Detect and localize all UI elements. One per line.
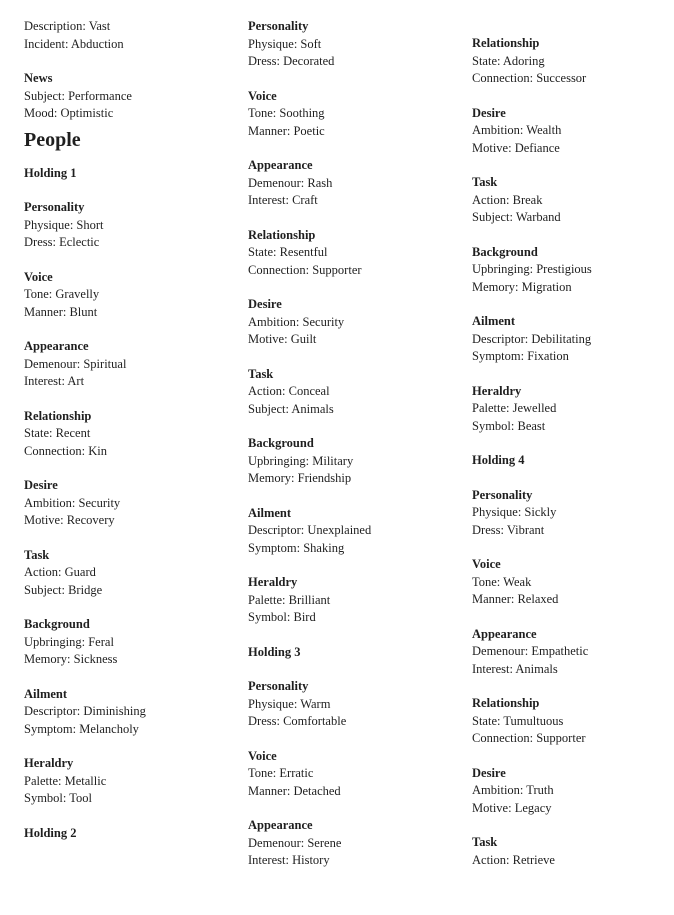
field-value: Mood: Optimistic	[24, 106, 114, 120]
field-value: Upbringing: Prestigious	[472, 262, 592, 276]
spacer	[472, 296, 674, 313]
field-value: Symbol: Tool	[24, 791, 93, 805]
field-value: Descriptor: Unexplained	[248, 523, 372, 537]
field-value: Interest: Art	[24, 374, 85, 388]
field-value: Subject: Bridge	[24, 582, 103, 597]
field-value: Dress: Eclectic	[24, 235, 100, 249]
field-value: Description: Vast	[24, 19, 111, 33]
field-value: Palette: Metallic	[24, 773, 107, 788]
field-value: Motive: Guilt	[248, 332, 317, 346]
field-group-heading: Ailment	[248, 505, 292, 520]
spacer	[248, 627, 458, 644]
field-value: Symbol: Bird	[248, 610, 316, 624]
spacer	[248, 661, 458, 678]
field-group-heading: Voice	[472, 557, 501, 571]
field-group-heading: Personality	[472, 487, 533, 502]
spacer	[24, 599, 234, 616]
field-group-heading: Task	[248, 366, 274, 381]
field-group-heading: Voice	[24, 269, 53, 284]
field-value: Connection: Supporter	[248, 262, 362, 277]
field-value: Descriptor: Debilitating	[472, 331, 592, 346]
field-value: Demenour: Rash	[248, 175, 333, 190]
spacer	[24, 808, 234, 825]
field-group-heading: Task	[24, 547, 50, 562]
spacer	[472, 748, 674, 765]
field-value: Interest: History	[248, 853, 330, 867]
field-value: Demenour: Empathetic	[472, 644, 589, 658]
field-group-heading: Relationship	[472, 36, 540, 50]
spacer	[472, 470, 674, 487]
field-value: Manner: Poetic	[248, 123, 325, 138]
field-value: Demenour: Spiritual	[24, 356, 127, 371]
field-value: Upbringing: Feral	[24, 634, 114, 649]
spacer	[24, 669, 234, 686]
field-group-heading: Personality	[248, 19, 309, 33]
spacer	[24, 182, 234, 199]
field-value: Manner: Detached	[248, 783, 341, 798]
spacer	[472, 88, 674, 105]
field-group-heading: Personality	[24, 200, 85, 214]
field-value: State: Resentful	[248, 245, 328, 259]
field-group-heading: Appearance	[472, 626, 537, 641]
field-value: Action: Retrieve	[472, 852, 555, 867]
field-group-heading: Relationship	[248, 227, 316, 242]
holding-heading: Holding 3	[248, 644, 301, 659]
field-value: Palette: Brilliant	[248, 592, 331, 607]
field-value: Interest: Animals	[472, 661, 558, 676]
field-value: Ambition: Security	[24, 495, 121, 510]
field-value: Symptom: Melancholy	[24, 721, 139, 736]
field-value: Action: Guard	[24, 565, 96, 579]
field-group-heading: Appearance	[24, 339, 89, 353]
spacer	[24, 53, 234, 70]
column-1	[24, 18, 234, 842]
field-value: Upbringing: Military	[248, 453, 354, 468]
spacer	[472, 609, 674, 626]
field-value: Action: Break	[472, 192, 543, 207]
field-value: Interest: Craft	[248, 193, 318, 207]
field-value: Tone: Weak	[472, 574, 532, 589]
field-value: Symptom: Shaking	[248, 540, 345, 555]
spacer	[472, 539, 674, 556]
spacer	[248, 140, 458, 157]
field-value: Dress: Decorated	[248, 54, 335, 68]
field-value: State: Tumultuous	[472, 713, 564, 728]
field-group-heading: Appearance	[248, 818, 313, 832]
field-group-heading: Desire	[472, 105, 506, 120]
spacer	[248, 488, 458, 505]
field-group-heading: Ailment	[472, 314, 516, 328]
field-value: Symptom: Fixation	[472, 349, 569, 363]
spacer	[472, 227, 674, 244]
section-title: People	[24, 128, 81, 151]
spacer	[248, 71, 458, 88]
field-value: Demenour: Serene	[248, 835, 342, 850]
field-value: Motive: Defiance	[472, 140, 560, 155]
field-value: State: Recent	[24, 426, 91, 440]
spacer	[248, 210, 458, 227]
field-value: Manner: Blunt	[24, 304, 98, 319]
spacer	[248, 557, 458, 574]
spacer	[472, 678, 674, 695]
spacer	[24, 321, 234, 338]
field-group-heading: Desire	[248, 297, 282, 311]
field-group-heading: Desire	[24, 478, 58, 492]
spacer	[24, 738, 234, 755]
field-value: Dress: Vibrant	[472, 522, 545, 537]
spacer	[248, 349, 458, 366]
field-value: Connection: Supporter	[472, 731, 586, 745]
field-value: Ambition: Wealth	[472, 123, 562, 137]
field-group-heading: Heraldry	[24, 756, 74, 770]
field-value: Memory: Sickness	[24, 652, 118, 666]
field-value: Physique: Sickly	[472, 505, 557, 519]
spacer	[24, 252, 234, 269]
field-group-heading: Background	[248, 436, 314, 450]
holding-heading: Holding 4	[472, 453, 525, 467]
field-value: Dress: Comfortable	[248, 714, 347, 728]
spacer	[472, 435, 674, 452]
field-group-heading: Heraldry	[472, 383, 522, 398]
field-value: Physique: Warm	[248, 696, 331, 711]
field-value: Motive: Recovery	[24, 513, 115, 527]
field-value: Action: Conceal	[248, 384, 330, 398]
field-group-heading: Desire	[472, 765, 506, 780]
field-value: Memory: Friendship	[248, 471, 352, 485]
field-group-heading: Voice	[248, 748, 277, 763]
field-value: Subject: Warband	[472, 210, 561, 224]
field-group-heading: Background	[24, 617, 90, 631]
field-value: Subject: Animals	[248, 401, 334, 416]
field-value: Physique: Soft	[248, 36, 322, 51]
spacer	[248, 279, 458, 296]
field-value: Descriptor: Diminishing	[24, 704, 146, 718]
holding-heading: Holding 2	[24, 825, 77, 840]
field-group-heading: Ailment	[24, 686, 68, 701]
field-value: Manner: Relaxed	[472, 592, 559, 606]
column-2	[248, 18, 458, 870]
spacer	[248, 800, 458, 817]
spacer	[248, 731, 458, 748]
field-value: Subject: Performance	[24, 88, 132, 103]
spacer	[472, 18, 674, 35]
spacer	[472, 366, 674, 383]
spacer	[248, 418, 458, 435]
field-group-heading: Voice	[248, 88, 277, 103]
spacer	[24, 530, 234, 547]
field-value: Physique: Short	[24, 217, 104, 232]
field-group-heading: Relationship	[24, 408, 92, 423]
field-value: Incident: Abduction	[24, 36, 124, 51]
field-value: Connection: Kin	[24, 443, 107, 458]
field-value: Motive: Legacy	[472, 800, 552, 815]
field-group-heading: Appearance	[248, 158, 313, 172]
field-value: Symbol: Beast	[472, 418, 546, 433]
holding-heading: Holding 1	[24, 165, 77, 180]
field-value: Ambition: Truth	[472, 783, 554, 797]
field-group-heading: Task	[472, 175, 498, 189]
spacer	[472, 157, 674, 174]
field-group-heading: News	[24, 71, 53, 85]
field-value: Connection: Successor	[472, 71, 587, 85]
spacer	[24, 460, 234, 477]
field-group-heading: Background	[472, 244, 538, 259]
field-group-heading: Heraldry	[248, 575, 298, 589]
field-group-heading: Personality	[248, 679, 309, 693]
field-value: Tone: Gravelly	[24, 287, 100, 301]
field-group-heading: Task	[472, 835, 498, 849]
spacer	[472, 817, 674, 834]
field-value: Tone: Erratic	[248, 766, 314, 780]
field-value: Ambition: Security	[248, 314, 345, 329]
field-value: Tone: Soothing	[248, 106, 325, 120]
field-value: Memory: Migration	[472, 279, 572, 294]
spacer	[24, 391, 234, 408]
field-group-heading: Relationship	[472, 696, 540, 710]
field-value: State: Adoring	[472, 53, 545, 68]
column-3	[472, 18, 674, 869]
field-value: Palette: Jewelled	[472, 401, 557, 415]
